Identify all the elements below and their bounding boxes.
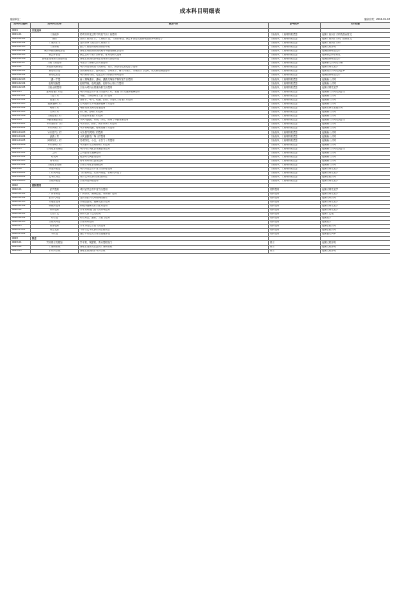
cost-name: 城市基础设施配套费	[31, 49, 79, 53]
cost-name: 规划报批费	[31, 74, 79, 78]
cost-impact: 期间费用	[269, 221, 321, 225]
cost-impact: 土地成本、土地增值税清算	[269, 74, 321, 78]
cost-content: 按规定向政府缴纳的城市基础设施配套费用	[79, 49, 269, 53]
header-code: 成本科目编码	[11, 23, 31, 29]
cost-impact: 土地成本、土地增值税清算	[269, 127, 321, 131]
cost-name: 开发成本	[31, 29, 79, 33]
cost-code: 0002-03	[11, 225, 31, 229]
cost-content: 营业税、城建税、教育费附加等	[79, 241, 269, 245]
cost-code: 0001-02-02	[11, 74, 31, 78]
cost-name: 开发间接费	[31, 168, 79, 172]
cost-impact: 税金	[269, 245, 321, 249]
cost-name: 基础设施建设费	[31, 119, 79, 123]
cost-impact: 土地成本、土地增值税清算	[269, 110, 321, 114]
cost-code: 0001-03-06	[11, 115, 31, 119]
cost-name: 样板间费用	[31, 204, 79, 208]
compiling-unit-label: 编制单位：	[10, 18, 22, 21]
cost-basis: 依据施工合同	[321, 102, 391, 106]
cost-basis: 依据施工合同	[321, 135, 391, 139]
cost-impact: 土地成本、土地增值税清算	[269, 33, 321, 37]
cost-content: 按规定预缴及清算的土地增值税	[79, 245, 269, 249]
cost-content: 室外路灯及景观照明工程费用	[79, 143, 269, 147]
cost-code: 0002-01-02	[11, 196, 31, 200]
cost-name: 地价	[31, 37, 79, 41]
cost-basis: 依据施工合同及结算书	[321, 119, 391, 123]
cost-table	[10, 22, 390, 254]
cost-impact: 土地成本、土地增值税清算	[269, 45, 321, 49]
cost-impact: 期间费用	[269, 204, 321, 208]
header-content: 核算内容	[79, 23, 269, 29]
cost-basis: 依据合同及发票	[321, 168, 391, 172]
cost-content: 室外供电线路、配电设施工程费用	[79, 127, 269, 131]
cost-content: 其他公共配套设施费用	[79, 163, 269, 167]
cost-basis: 依据完税证明	[321, 241, 391, 245]
cost-code: 0002-03-02	[11, 233, 31, 237]
cost-impact: 期间费用	[269, 188, 321, 192]
cost-impact: 土地成本、土地增值税清算	[269, 66, 321, 70]
cost-content: 其他建筑安装工程费用	[79, 115, 269, 119]
cost-basis: 依据合同及发票	[321, 208, 391, 212]
cost-basis: 依据施工合同	[321, 94, 391, 98]
cost-name: 新增建设用地有偿使用费	[31, 57, 79, 61]
cost-code: 0001-04-04	[11, 135, 31, 139]
cost-basis: 依据施工合同	[321, 98, 391, 102]
cost-content: 景观绿化、小品、水景等工程费用	[79, 139, 269, 143]
document-title: 成本科目明细表	[179, 9, 221, 15]
cost-name: 装饰装修工程	[31, 102, 79, 106]
cost-code: 0001-03-03	[11, 102, 31, 106]
cost-content: 按规定缴纳的企业所得税	[79, 249, 269, 253]
cost-content: 其他与项目前期准备相关的费用	[79, 86, 269, 90]
cost-impact: 土地成本、土地增值税清算	[269, 102, 321, 106]
cost-content: 企业管理部门发生的各项费用	[79, 208, 269, 212]
cost-impact: 土地成本、土地增值税清算	[269, 172, 321, 176]
cost-code: 0001-06-02	[11, 176, 31, 180]
cost-basis: 依据合同及发票	[321, 86, 391, 90]
cost-content: 外门窗、幕墙工程费用	[79, 110, 269, 114]
cost-basis: 依据施工合同及结算书	[321, 147, 391, 151]
cost-content: 样板间装修及家具配置费用	[79, 204, 269, 208]
cost-content: 管理人员工资及福利	[79, 212, 269, 216]
cost-code: 0001-05-04	[11, 163, 31, 167]
cost-basis: 依据合同及发票	[321, 192, 391, 196]
cost-impact: 土地成本、土地增值税清算	[269, 139, 321, 143]
cost-impact: 土地成本、土地增值税清算	[269, 151, 321, 155]
cost-content: 会所建设及装修费用	[79, 151, 269, 155]
cost-name: 其他建安工程	[31, 115, 79, 119]
cost-name: 道路工程	[31, 135, 79, 139]
cost-name: 其他配套设施	[31, 163, 79, 167]
cost-impact: 土地成本、土地增值税清算	[269, 176, 321, 180]
cost-impact: 土地成本、土地增值税清算	[269, 131, 321, 135]
cost-code: 0001-01-05	[11, 53, 31, 57]
cost-basis: 依据施工合同	[321, 151, 391, 155]
cost-code: 0002-02-01	[11, 212, 31, 216]
cost-basis: 依据施工合同	[321, 131, 391, 135]
cost-basis: 依据完税证明	[321, 249, 391, 253]
cost-name: 其他土地费用	[31, 62, 79, 66]
cost-basis: 依据施工合同及结算书	[321, 90, 391, 94]
cost-impact: 土地成本、土地增值税清算	[269, 180, 321, 184]
cost-content: 室外燃气管网工程费用	[79, 131, 269, 135]
cost-name: 销售代理费	[31, 196, 79, 200]
cost-content: 包括土地出让金、土地转让费、土地征用费、拆迁补偿费及政府收取的各项规费等	[79, 37, 269, 41]
cost-name: 广告宣传费	[31, 192, 79, 196]
cost-code: 0002-01-03	[11, 200, 31, 204]
cost-basis: 依据完税证明	[321, 45, 391, 49]
cost-impact: 期间费用	[269, 225, 321, 229]
cost-code: 0001-02-01	[11, 70, 31, 74]
cost-code: 0003-03	[11, 249, 31, 253]
cost-impact: 土地成本、土地增值税清算	[269, 62, 321, 66]
cost-name: 其他间接费	[31, 180, 79, 184]
cost-code: 0003-02	[11, 245, 31, 249]
cost-basis: 依据合同及发票	[321, 172, 391, 176]
cost-name: 其他管理费	[31, 221, 79, 225]
cost-impact: 期间费用	[269, 196, 321, 200]
cost-name: 室外照明工程	[31, 143, 79, 147]
cost-code: 0001-05-01	[11, 151, 31, 155]
cost-impact: 期间费用	[269, 208, 321, 212]
cost-impact: 土地成本、土地增值税清算	[269, 135, 321, 139]
cost-basis: 依据土地出让合同、政府批文	[321, 37, 391, 41]
cost-basis: 依据银行回单	[321, 233, 391, 237]
cost-code: 0001-01	[11, 33, 31, 37]
cost-content: 给排水、电气、暖通、消防、智能化等安装工程费用	[79, 98, 269, 102]
cost-basis: 依据借款合同	[321, 225, 391, 229]
cost-impact: 土地成本、土地增值税清算	[269, 147, 321, 151]
cost-name: 销售费用	[31, 188, 79, 192]
cost-code: 0001-03-05	[11, 110, 31, 114]
cost-basis: 依据施工合同	[321, 110, 391, 114]
cost-basis: 依据施工合同	[321, 139, 391, 143]
cost-code: 0001-06-01	[11, 172, 31, 176]
cost-impact: 土地成本、土地增值税清算	[269, 82, 321, 86]
cost-code: 0001-02	[11, 66, 31, 70]
cost-code: 0001-04-06	[11, 143, 31, 147]
cost-name: 安装工程	[31, 98, 79, 102]
cost-name: 售楼处费用	[31, 200, 79, 204]
cost-name: 土建工程	[31, 94, 79, 98]
cost-impact: 土地成本、土地增值税清算	[269, 53, 321, 57]
cost-impact: 土地成本、土地增值税清算	[269, 143, 321, 147]
cost-content: 其他管理费用	[79, 221, 269, 225]
cost-name: 会所	[31, 151, 79, 155]
header-impact: 影响成本	[269, 23, 321, 29]
cost-impact: 税金	[269, 249, 321, 253]
cost-impact: 土地成本、土地增值税清算	[269, 78, 321, 82]
cost-basis: 依据合同及发票	[321, 66, 391, 70]
table-row	[11, 249, 391, 253]
cost-name: 门窗工程	[31, 110, 79, 114]
cost-code: 0001-04-03	[11, 131, 31, 135]
cost-content: 基础、主体结构及土建工程费用	[79, 94, 269, 98]
cost-content: 银行手续费及其他金融服务费	[79, 233, 269, 237]
cost-basis: 依据合同及发票	[321, 180, 391, 184]
cost-basis: 依据拆迁补偿协议	[321, 53, 391, 57]
cost-impact: 土地成本、土地增值税清算	[269, 94, 321, 98]
cost-basis: 依据发票	[321, 221, 391, 225]
cost-name: 土地成本	[31, 33, 79, 37]
cost-content: 物业管理用房建设费用	[79, 159, 269, 163]
cost-name: 期间费用	[31, 184, 79, 188]
cost-code: 0001-05-03	[11, 159, 31, 163]
cost-content: 项目开发过程中发生的间接费用	[79, 168, 269, 172]
cost-name: 土地契税	[31, 45, 79, 49]
cost-name: 企业所得税	[31, 249, 79, 253]
cost-impact: 期间费用	[269, 233, 321, 237]
cost-code: 0002-03-01	[11, 229, 31, 233]
cost-code: 0002-02-02	[11, 216, 31, 220]
cost-impact: 土地成本、土地增值税清算	[269, 119, 321, 123]
cost-code: 0001-01-02	[11, 41, 31, 45]
cost-code: 0001-02-05	[11, 86, 31, 90]
cost-content: 工程监理费、造价咨询费、招标代理费等	[79, 172, 269, 176]
cost-basis: 依据施工合同	[321, 159, 391, 163]
cost-content: 小区道路及广场工程费用	[79, 135, 269, 139]
cost-impact: 期间费用	[269, 200, 321, 204]
cost-code: 0002	[11, 184, 31, 188]
cost-basis: 依据合同及发票	[321, 200, 391, 204]
cost-code: 0002-01-04	[11, 204, 31, 208]
cost-code: 0001-04	[11, 119, 31, 123]
cost-code: 0002-01	[11, 188, 31, 192]
cost-name: 园林绿化工程	[31, 139, 79, 143]
cost-basis: 依据施工合同	[321, 127, 391, 131]
cost-content: 支付给销售代理机构的佣金	[79, 196, 269, 200]
cost-content: 广告制作、媒体投放、宣传推广费用	[79, 192, 269, 196]
cost-impact: 期间费用	[269, 229, 321, 233]
cost-impact: 期间费用	[269, 212, 321, 216]
cost-content: 按规定缴纳的新增建设用地有偿使用费	[79, 57, 269, 61]
cost-name: 开发前期准备费	[31, 66, 79, 70]
cost-code: 0001-01-01	[11, 37, 31, 41]
cost-name: 办公费	[31, 216, 79, 220]
cost-name: 物业用房	[31, 159, 79, 163]
cost-basis: 依据相关合同及票据	[321, 62, 391, 66]
cost-content: 项目开发过程中发生的建筑工程、安装工程及装饰装修费用	[79, 90, 269, 94]
cost-content: 不符合资本化条件的借款利息	[79, 229, 269, 233]
cost-basis: 依据工资表	[321, 212, 391, 216]
cost-basis: 依据政府收费文件	[321, 57, 391, 61]
table-body	[11, 29, 391, 253]
cost-basis: 依据施工合同	[321, 78, 391, 82]
cost-content: 小区内道路、管网、绿化、照明等基础设施费用	[79, 119, 269, 123]
cost-content: 项目内公共配套设施建设费用	[79, 147, 269, 151]
cost-content: 企业筹集资金发生的费用	[79, 225, 269, 229]
cost-content: 公共部位及室内装饰装修工程费用	[79, 102, 269, 106]
cost-basis: 依据施工合同	[321, 123, 391, 127]
cost-content: 配套幼儿园建设费用	[79, 155, 269, 159]
cost-code: 0001-01-04	[11, 49, 31, 53]
cost-impact: 土地成本、土地增值税清算	[269, 98, 321, 102]
cost-content: 项目开发前期发生的规划、设计、勘察及报批报建等费用	[79, 66, 269, 70]
compile-date: 编制日期：2016-01-18	[364, 18, 390, 21]
cost-content: 施工现场通水、通电、通路及场地平整所发生的费用	[79, 78, 269, 82]
cost-name: 税金	[31, 237, 79, 241]
cost-content: 其他开发间接费用	[79, 180, 269, 184]
cost-basis: 依据施工合同	[321, 143, 391, 147]
header-name: 成本科目名称	[31, 23, 79, 29]
cost-name: 室外供电工程	[31, 127, 79, 131]
cost-code: 0001	[11, 29, 31, 33]
cost-basis: 依据设计合同及结算单	[321, 70, 391, 74]
cost-impact: 期间费用	[269, 192, 321, 196]
cost-content: 室外给水、排水、雨水管网工程费用	[79, 123, 269, 127]
cost-impact: 土地成本、土地增值税清算	[269, 41, 321, 45]
cost-content: 拆迁过程中发生的补偿、安置及相关费用	[79, 53, 269, 57]
cost-basis: 依据施工合同	[321, 115, 391, 119]
cost-basis: 依据土地出让合同	[321, 41, 391, 45]
cost-content: 支付给国土部门的土地出让金	[79, 41, 269, 45]
cost-content: 办公用品、通讯、差旅等费用	[79, 216, 269, 220]
cost-code: 0001-05	[11, 147, 31, 151]
cost-basis: 依据施工合同	[321, 155, 391, 159]
cost-code: 0001-01-07	[11, 62, 31, 66]
header-basis: 归档依据	[321, 23, 391, 29]
cost-name: 幼儿园	[31, 155, 79, 159]
cost-basis: 依据完税证明	[321, 245, 391, 249]
cost-name: 工程管理费	[31, 172, 79, 176]
cost-content: 售楼处建设、装修及运营费用	[79, 200, 269, 204]
cost-code: 0001-01-06	[11, 57, 31, 61]
cost-impact: 土地成本、土地增值税清算	[269, 57, 321, 61]
cost-name: 资本化利息	[31, 176, 79, 180]
cost-code: 0003-01	[11, 241, 31, 245]
cost-impact: 土地成本、土地增值税清算	[269, 106, 321, 110]
cost-name: 营业税金及附加	[31, 241, 79, 245]
cost-code: 0002-02	[11, 208, 31, 212]
cost-basis: 依据发票	[321, 216, 391, 220]
cost-name: 拆迁补偿费	[31, 53, 79, 57]
cost-basis: 依据施工合同	[321, 163, 391, 167]
cost-table-container	[10, 22, 390, 597]
cost-name: 土地出让金	[31, 41, 79, 45]
cost-name: 室外给排水工程	[31, 123, 79, 127]
cost-basis: 依据土地出让合同及政府批文	[321, 33, 391, 37]
cost-name: 人员工资	[31, 212, 79, 216]
cost-basis: 依据合同及发票	[321, 188, 391, 192]
cost-impact: 土地成本、土地增值税清算	[269, 49, 321, 53]
cost-code: 0001-04-05	[11, 139, 31, 143]
cost-content: 包括规划设计、建筑设计、景观设计、施工图设计、方案设计等费用，以及勘察测绘费用	[79, 70, 269, 74]
cost-basis: 依据借款合同	[321, 176, 391, 180]
cost-impact: 土地成本、土地增值税清算	[269, 115, 321, 119]
cost-code: 0001-04-02	[11, 127, 31, 131]
cost-code: 0001-03-01	[11, 94, 31, 98]
cost-name: 其他前期费用	[31, 86, 79, 90]
cost-impact: 土地成本、土地增值税清算	[269, 155, 321, 159]
cost-code: 0001-06-03	[11, 180, 31, 184]
cost-name: 管理费用	[31, 208, 79, 212]
cost-impact: 土地成本、土地增值税清算	[269, 123, 321, 127]
cost-content: 符合资本化条件的借款利息	[79, 176, 269, 180]
cost-impact: 土地成本、土地增值税清算	[269, 168, 321, 172]
cost-basis: 依据代理合同	[321, 196, 391, 200]
cost-name: 电梯工程	[31, 106, 79, 110]
cost-code: 0001-06	[11, 168, 31, 172]
cost-name: 土地增值税	[31, 245, 79, 249]
cost-impact: 土地成本、土地增值税清算	[269, 86, 321, 90]
cost-impact: 土地成本、土地增值税清算	[269, 70, 321, 74]
cost-name: 建筑安装工程费	[31, 90, 79, 94]
cost-name: 三通一平费	[31, 78, 79, 82]
cost-impact: 土地成本、土地增值税清算	[269, 163, 321, 167]
cost-content: 电梯设备采购及安装费用	[79, 106, 269, 110]
cost-name: 公共配套设施费	[31, 147, 79, 151]
cost-name: 财务费用	[31, 225, 79, 229]
cost-basis: 依据采购及安装合同	[321, 106, 391, 110]
cost-content: 临时围墙、临时道路、临时办公用房等费用	[79, 82, 269, 86]
cost-basis: 依据施工合同	[321, 82, 391, 86]
cost-name: 勘察设计费	[31, 70, 79, 74]
cost-code: 0001-03	[11, 90, 31, 94]
cost-basis: 依据合同及发票	[321, 204, 391, 208]
cost-code: 0001-04-01	[11, 123, 31, 127]
cost-code: 0001-02-04	[11, 82, 31, 86]
cost-code: 0003	[11, 237, 31, 241]
cost-content: 项目销售过程中发生的费用	[79, 188, 269, 192]
cost-name: 利息支出	[31, 229, 79, 233]
cost-code: 0001-03-04	[11, 106, 31, 110]
cost-code: 0001-01-03	[11, 45, 31, 49]
cost-impact: 土地成本、土地增值税清算	[269, 90, 321, 94]
cost-impact: 土地成本、土地增值税清算	[269, 37, 321, 41]
cost-impact: 期间费用	[269, 216, 321, 220]
cost-basis: 依据借款合同	[321, 229, 391, 233]
cost-name: 手续费	[31, 233, 79, 237]
cost-code: 0001-05-02	[11, 155, 31, 159]
cost-name: 室外燃气工程	[31, 131, 79, 135]
cost-impact: 土地成本、土地增值税清算	[269, 159, 321, 163]
cost-content: 项目规划审批、报建过程中缴纳的各项费用	[79, 74, 269, 78]
cost-impact: 税金	[269, 241, 321, 245]
cost-code: 0001-02-03	[11, 78, 31, 82]
cost-code: 0001-03-02	[11, 98, 31, 102]
cost-code: 0002-01-01	[11, 192, 31, 196]
cost-name: 临时设施费	[31, 82, 79, 86]
cost-content: 与取得土地相关的其他费用	[79, 62, 269, 66]
cost-content: 取得土地使用权时缴纳的契税	[79, 45, 269, 49]
cost-content: 指项目开发过程中所发生的土地费用	[79, 33, 269, 37]
cost-code: 0002-02-03	[11, 221, 31, 225]
cost-basis: 依据政府收费文件	[321, 74, 391, 78]
cost-basis: 依据政府收费文件	[321, 49, 391, 53]
